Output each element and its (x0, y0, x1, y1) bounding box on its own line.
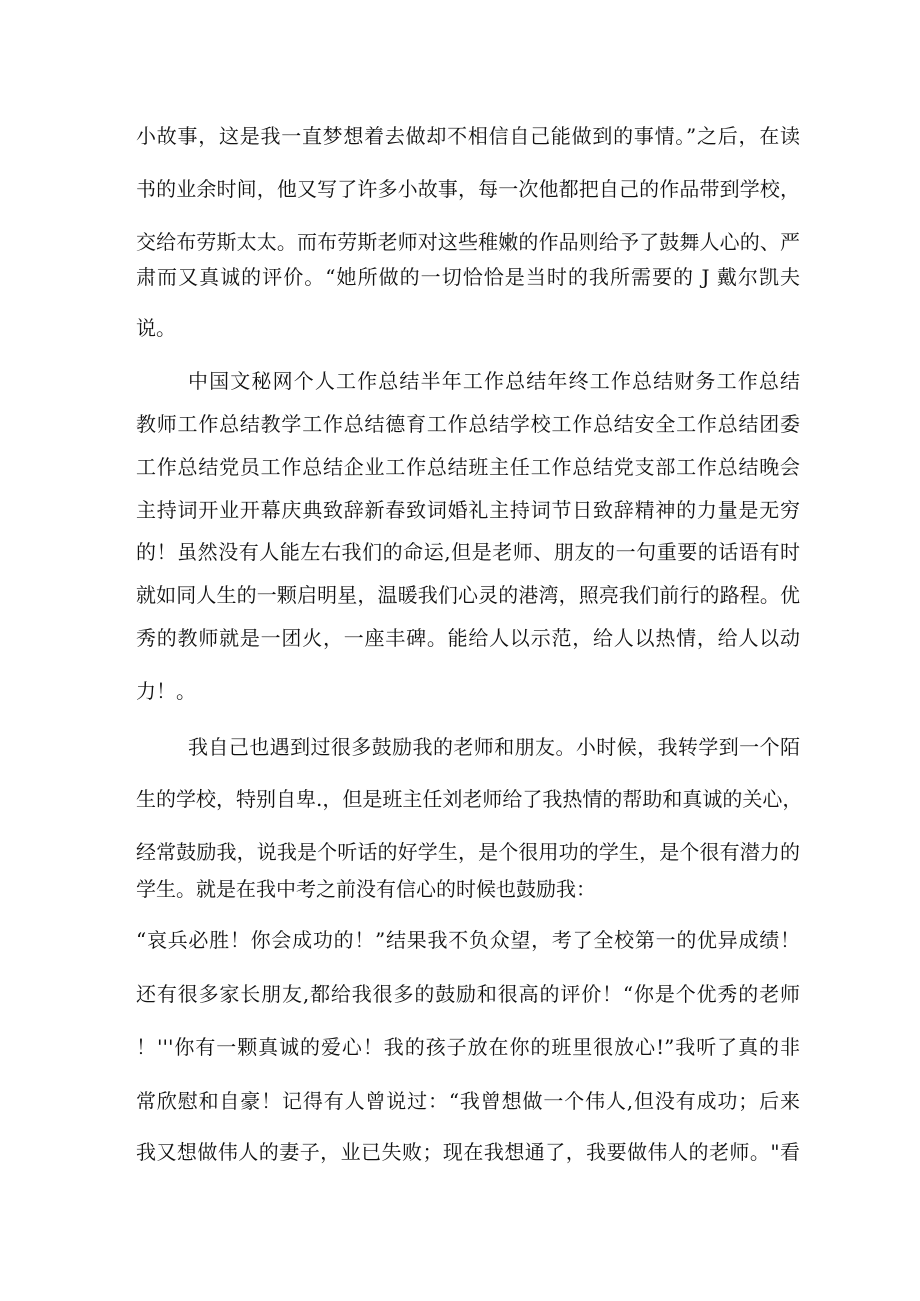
text-line: 生的学校，特别自卑.，但是班主任刘老师给了我热情的帮助和真诚的关心， (136, 787, 803, 811)
text-line: 交给布劳斯太太。而布劳斯老师对这些稚嫩的作品则给予了鼓舞人心的、严 (136, 230, 800, 254)
text-line: 经常鼓励我，说我是个听话的好学生，是个很用功的学生，是个很有潜力的 (136, 840, 800, 864)
text-line: 力！。 (136, 679, 196, 703)
text-line: ！'''你有一颗真诚的爱心！我的孩子放在你的班里很放心!”我听了真的非 (136, 1035, 800, 1059)
text-line: 说。 (136, 316, 176, 340)
text-line: 常欣慰和自豪！记得有人曾说过：“我曾想做一个伟人,但没有成功；后来 (136, 1089, 800, 1113)
text-line: 小故事，这是我一直梦想着去做却不相信自己能做到的事情。”之后，在读 (136, 124, 800, 148)
text-line: 我又想做伟人的妻子，业已失败；现在我想通了，我要做伟人的老师。"看 (136, 1140, 800, 1164)
text-line: 工作总结党员工作总结企业工作总结班主任工作总结党支部工作总结晚会 (136, 455, 800, 479)
text-line: 书的业余时间，他又写了许多小故事，每一次他都把自己的作品带到学校， (136, 177, 800, 201)
text-line: 学生。就是在我中考之前没有信心的时候也鼓励我： (136, 877, 596, 901)
text-line: 肃而又真诚的评价。“她所做的一切恰恰是当时的我所需要的 J 戴尔凯夫 (136, 265, 800, 289)
text-line: 的！虽然没有人能左右我们的命运,但是老师、朋友的一句重要的话语有时 (136, 540, 800, 564)
text-line: 我自己也遇到过很多鼓励我的老师和朋友。小时候，我转学到一个陌 (188, 735, 800, 759)
text-line: 就如同人生的一颗启明星，温暖我们心灵的港湾，照亮我们前行的路程。优 (136, 583, 800, 607)
text-line: 还有很多家长朋友,都给我很多的鼓励和很高的评价！“你是个优秀的老师 (136, 982, 800, 1006)
text-line: 中国文秘网个人工作总结半年工作总结年终工作总结财务工作总结 (188, 369, 800, 393)
text-line: “哀兵必胜！你会成功的！”结果我不负众望，考了全校第一的优异成绩！ (136, 928, 800, 952)
text-line: 主持词开业开幕庆典致辞新春致词婚礼主持词节日致辞精神的力量是无穷 (136, 498, 800, 522)
text-line: 秀的教师就是一团火，一座丰碑。能给人以示范，给人以热情，给人以动 (136, 626, 800, 650)
text-line: 教师工作总结教学工作总结德育工作总结学校工作总结安全工作总结团委 (136, 412, 800, 436)
